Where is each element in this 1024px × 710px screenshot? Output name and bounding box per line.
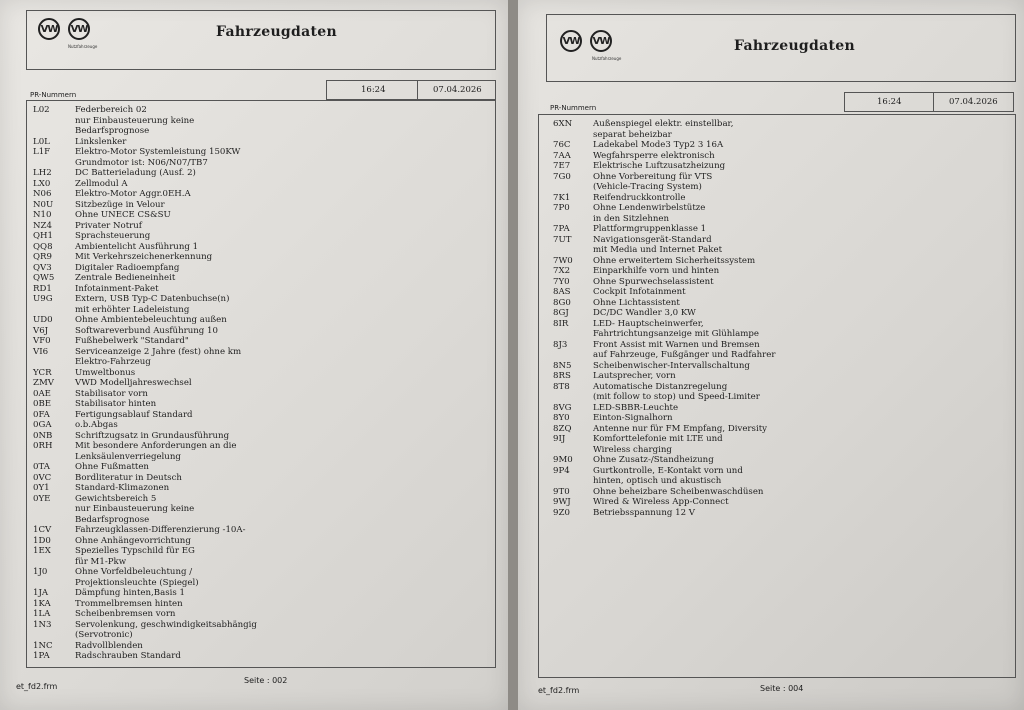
list-item bbox=[27, 599, 495, 610]
list-item bbox=[27, 557, 495, 568]
list-item bbox=[27, 137, 495, 148]
pr-code: 8N5 bbox=[553, 360, 572, 371]
pr-code: QR9 bbox=[33, 252, 52, 262]
pr-description: (mit follow to stop) und Speed-Limiter bbox=[593, 392, 760, 402]
pr-description: mit erhöhter Ladeleistung bbox=[75, 304, 190, 315]
list-item bbox=[27, 116, 495, 127]
list-item bbox=[539, 193, 1015, 204]
pr-description: Extern, USB Typ-C Datenbuchse(n) bbox=[75, 294, 230, 304]
pr-description: Ohne beheizbare Scheibenwaschdüsen bbox=[593, 486, 764, 497]
pr-code: L1F bbox=[33, 147, 51, 157]
pr-description: Scheibenwischer-Intervallschaltung bbox=[593, 360, 750, 371]
pr-code: 1LA bbox=[33, 609, 51, 619]
list-item bbox=[539, 350, 1015, 361]
pr-code: 0FA bbox=[33, 409, 50, 420]
pr-description: Federbereich 02 bbox=[75, 105, 147, 115]
pr-description: Wired & Wireless App-Connect bbox=[593, 497, 729, 507]
pr-description: Projektionsleuchte (Spiegel) bbox=[75, 577, 199, 588]
list-item bbox=[539, 508, 1015, 519]
footer-filename: et_fd2.frm bbox=[538, 686, 580, 695]
list-item bbox=[27, 431, 495, 442]
pr-description: Privater Notruf bbox=[75, 220, 142, 231]
list-item bbox=[539, 140, 1015, 151]
pr-code: LH2 bbox=[33, 168, 52, 178]
pr-description: Ohne Fußmatten bbox=[75, 462, 149, 472]
list-item bbox=[539, 392, 1015, 403]
pr-description: Bordliteratur in Deutsch bbox=[75, 472, 182, 483]
pr-code: 0BE bbox=[33, 399, 52, 409]
list-item bbox=[539, 487, 1015, 498]
pr-code: 1KA bbox=[33, 598, 51, 609]
pr-description: Wegfahrsperre elektronisch bbox=[593, 150, 715, 161]
list-item bbox=[539, 497, 1015, 508]
list-item bbox=[539, 434, 1015, 445]
list-item bbox=[539, 445, 1015, 456]
pr-code: 0GA bbox=[33, 420, 52, 430]
pr-code: 1PA bbox=[33, 651, 50, 661]
pr-description: Radvollblenden bbox=[75, 640, 143, 651]
list-item bbox=[27, 273, 495, 284]
pr-description: Sitzbezüge in Velour bbox=[75, 199, 165, 210]
pr-description: Lenksäulenverriegelung bbox=[75, 451, 181, 462]
pr-code: 8T8 bbox=[553, 381, 570, 392]
timestamp-box bbox=[326, 80, 496, 100]
pr-code: L0L bbox=[33, 136, 50, 147]
pr-description: Umweltbonus bbox=[75, 367, 136, 378]
list-item bbox=[27, 126, 495, 137]
list-item bbox=[27, 252, 495, 263]
list-item bbox=[27, 441, 495, 452]
pr-description: Stabilisator vorn bbox=[75, 388, 148, 399]
list-item bbox=[27, 399, 495, 410]
footer-filename: et_fd2.frm bbox=[16, 682, 58, 691]
pr-description: Stabilisator hinten bbox=[75, 399, 157, 409]
pr-description: Spezielles Typschild für EG bbox=[75, 546, 195, 556]
list-item bbox=[539, 424, 1015, 435]
pr-description: Fertigungsablauf Standard bbox=[75, 409, 193, 420]
pr-description: Zentrale Bedieneinheit bbox=[75, 273, 176, 283]
list-item bbox=[27, 242, 495, 253]
pr-description: Mit besondere Anforderungen an die bbox=[75, 441, 237, 451]
pr-code: L02 bbox=[33, 105, 50, 115]
page-title: Fahrzeugdaten bbox=[216, 24, 337, 40]
vw-logo-icon: VW bbox=[590, 30, 612, 52]
pr-number-list bbox=[539, 119, 1015, 518]
list-item bbox=[27, 567, 495, 578]
pr-description: Ohne Anhängevorrichtung bbox=[75, 535, 191, 546]
list-item bbox=[539, 224, 1015, 235]
list-item bbox=[27, 536, 495, 547]
pr-description: Gurtkontrolle, E-Kontakt vorn und bbox=[593, 465, 743, 476]
pr-description: Cockpit Infotainment bbox=[593, 287, 686, 297]
list-item bbox=[539, 151, 1015, 162]
pr-code: QV3 bbox=[33, 262, 52, 273]
list-item bbox=[539, 130, 1015, 141]
list-item bbox=[27, 347, 495, 358]
pr-code: 1JA bbox=[33, 588, 49, 598]
pr-code: 8IR bbox=[553, 318, 569, 329]
pr-code: 7X2 bbox=[553, 266, 571, 276]
list-item bbox=[27, 389, 495, 400]
list-item bbox=[27, 578, 495, 589]
list-item bbox=[539, 287, 1015, 298]
pr-description: Plattformgruppenklasse 1 bbox=[593, 224, 707, 234]
pr-code: 9P4 bbox=[553, 465, 570, 476]
list-item bbox=[539, 371, 1015, 382]
pr-code: 8G0 bbox=[553, 297, 571, 308]
pr-description: Automatische Distanzregelung bbox=[593, 381, 728, 392]
pr-description: für M1-Pkw bbox=[75, 556, 127, 567]
pr-description: Zellmodul A bbox=[75, 178, 128, 189]
list-item bbox=[539, 476, 1015, 487]
pr-code: 1NC bbox=[33, 640, 53, 651]
list-item bbox=[539, 235, 1015, 246]
list-item bbox=[27, 221, 495, 232]
document-page-right bbox=[518, 0, 1024, 710]
pr-description: separat beheizbar bbox=[593, 129, 672, 140]
list-item bbox=[539, 361, 1015, 372]
pr-code: 9WJ bbox=[553, 497, 571, 507]
list-item bbox=[539, 413, 1015, 424]
pr-description: Mit Verkehrszeichenerkennung bbox=[75, 252, 213, 262]
list-item bbox=[27, 294, 495, 305]
list-item bbox=[539, 256, 1015, 267]
pr-description: Einton-Signalhorn bbox=[593, 413, 673, 423]
list-item bbox=[27, 630, 495, 641]
pr-description: Ohne Ambientebeleuchtung außen bbox=[75, 315, 227, 325]
document-page-left bbox=[0, 0, 508, 710]
list-item bbox=[539, 161, 1015, 172]
pr-description: Digitaler Radioempfang bbox=[75, 262, 180, 273]
date-value: 07.04.2026 bbox=[433, 85, 482, 95]
pr-description: LED- Hauptscheinwerfer, bbox=[593, 318, 704, 329]
list-item bbox=[27, 336, 495, 347]
pr-description: Lautsprecher, vorn bbox=[593, 371, 676, 381]
pr-code: 0NB bbox=[33, 430, 53, 441]
pr-code: 1N3 bbox=[33, 619, 52, 630]
pr-description: Fußhebelwerk "Standard" bbox=[75, 336, 189, 346]
list-item bbox=[27, 284, 495, 295]
timestamp-divider bbox=[933, 93, 934, 111]
pr-description: in den Sitzlehnen bbox=[593, 213, 670, 224]
list-item bbox=[539, 319, 1015, 330]
logo-subtitle: Nutzfahrzeuge bbox=[68, 44, 98, 49]
pr-description: Elektro-Motor Aggr.0EH.A bbox=[75, 189, 191, 199]
pr-description: Bedarfsprognose bbox=[75, 514, 150, 525]
list-item bbox=[27, 368, 495, 379]
list-item bbox=[27, 231, 495, 242]
pr-description: Reifendruckkontrolle bbox=[593, 192, 686, 203]
pr-code: 7E7 bbox=[553, 161, 571, 171]
pr-code: 9T0 bbox=[553, 486, 570, 497]
vw-logo-icon: VW bbox=[560, 30, 582, 52]
list-item bbox=[27, 168, 495, 179]
pr-description: Fahrtrichtungsanzeige mit Glühlampe bbox=[593, 329, 759, 339]
pr-description: Schriftzugsatz in Grundausführung bbox=[75, 430, 230, 441]
pr-description: hinten, optisch und akustisch bbox=[593, 476, 722, 486]
pr-description: Fahrzeugklassen-Differenzierung -10A- bbox=[75, 525, 246, 535]
pr-description: Infotainment-Paket bbox=[75, 283, 159, 294]
pr-description: Standard-Klimazonen bbox=[75, 483, 170, 493]
timestamp-divider bbox=[417, 81, 418, 99]
pr-description: o.b.Abgas bbox=[75, 420, 118, 430]
pr-description: Wireless charging bbox=[593, 444, 672, 455]
pr-description: Front Assist mit Warnen und Bremsen bbox=[593, 339, 760, 350]
pr-code: VI6 bbox=[33, 346, 49, 357]
pr-code: QQ8 bbox=[33, 241, 53, 252]
list-item bbox=[27, 473, 495, 484]
list-item bbox=[27, 410, 495, 421]
pr-code: 0RH bbox=[33, 441, 53, 451]
pr-description: Navigationsgerät-Standard bbox=[593, 234, 712, 245]
pr-description: Linkslenker bbox=[75, 136, 127, 147]
list-item bbox=[27, 357, 495, 368]
list-item bbox=[539, 340, 1015, 351]
pr-code: 7PA bbox=[553, 224, 570, 234]
timestamp-box bbox=[844, 92, 1014, 112]
pr-code: 8VG bbox=[553, 402, 572, 413]
pr-description: nur Einbausteuerung keine bbox=[75, 504, 195, 514]
pr-code: N06 bbox=[33, 189, 52, 199]
pr-code: VF0 bbox=[33, 336, 51, 346]
list-item bbox=[539, 466, 1015, 477]
pr-code: N0U bbox=[33, 199, 54, 210]
pr-description: Antenne nur für FM Empfang, Diversity bbox=[593, 423, 768, 434]
pr-code: LX0 bbox=[33, 178, 51, 189]
list-item bbox=[27, 651, 495, 662]
pr-code: 1EX bbox=[33, 546, 51, 556]
pr-code: 9M0 bbox=[553, 455, 573, 465]
pr-code: 0VC bbox=[33, 472, 52, 483]
list-item bbox=[539, 203, 1015, 214]
header-box bbox=[26, 10, 496, 70]
pr-number-list-box bbox=[26, 100, 496, 668]
pr-description: Sprachsteuerung bbox=[75, 231, 151, 241]
list-item bbox=[27, 263, 495, 274]
pr-code: U9G bbox=[33, 294, 53, 304]
pr-code: 8AS bbox=[553, 287, 571, 297]
list-item bbox=[539, 455, 1015, 466]
logo-group bbox=[38, 18, 90, 40]
pr-code: 76C bbox=[553, 140, 571, 150]
list-item bbox=[27, 515, 495, 526]
list-item bbox=[27, 504, 495, 515]
list-item bbox=[539, 308, 1015, 319]
pr-code: QW5 bbox=[33, 273, 55, 283]
pr-description: auf Fahrzeuge, Fußgänger und Radfahrer bbox=[593, 350, 776, 360]
pr-code: 8GJ bbox=[553, 308, 569, 318]
pr-code: NZ4 bbox=[33, 220, 52, 231]
list-item bbox=[27, 420, 495, 431]
pr-description: DC/DC Wandler 3,0 KW bbox=[593, 308, 696, 318]
list-item bbox=[27, 525, 495, 536]
pr-description: Elektrische Luftzusatzheizung bbox=[593, 161, 726, 171]
pr-code: 6XN bbox=[553, 119, 573, 129]
list-item bbox=[27, 609, 495, 620]
list-item bbox=[539, 298, 1015, 309]
list-item bbox=[27, 305, 495, 316]
pr-description: Ohne UNECE CS&SU bbox=[75, 210, 171, 220]
page-gap bbox=[508, 0, 518, 710]
pr-code: RD1 bbox=[33, 283, 52, 294]
list-item bbox=[539, 266, 1015, 277]
pr-description: (Vehicle-Tracing System) bbox=[593, 182, 702, 192]
list-item bbox=[27, 588, 495, 599]
list-item bbox=[539, 214, 1015, 225]
list-item bbox=[539, 329, 1015, 340]
footer-page-number: Seite : 004 bbox=[760, 684, 804, 693]
pr-code: 0YE bbox=[33, 493, 51, 504]
section-label: PR-Nummern bbox=[550, 104, 597, 112]
list-item bbox=[539, 182, 1015, 193]
pr-description: Außenspiegel elektr. einstellbar, bbox=[593, 119, 734, 129]
list-item bbox=[27, 200, 495, 211]
pr-description: Betriebsspannung 12 V bbox=[593, 507, 695, 518]
pr-code: 0Y1 bbox=[33, 483, 50, 493]
pr-description: Komforttelefonie mit LTE und bbox=[593, 434, 723, 444]
pr-description: Scheibenbremsen vorn bbox=[75, 609, 176, 619]
pr-description: (Servotronic) bbox=[75, 630, 133, 640]
logo-subtitle: Nutzfahrzeuge bbox=[592, 56, 622, 61]
pr-code: 8RS bbox=[553, 371, 571, 381]
pr-description: Ohne Lendenwirbelstütze bbox=[593, 203, 706, 213]
list-item bbox=[27, 326, 495, 337]
pr-description: Ohne Vorbereitung für VTS bbox=[593, 171, 713, 182]
footer-page-number: Seite : 002 bbox=[244, 676, 288, 685]
pr-number-list bbox=[27, 105, 495, 662]
list-item bbox=[539, 403, 1015, 414]
list-item bbox=[27, 105, 495, 116]
pr-description: nur Einbausteuerung keine bbox=[75, 115, 195, 126]
list-item bbox=[539, 382, 1015, 393]
list-item bbox=[539, 277, 1015, 288]
page-title: Fahrzeugdaten bbox=[734, 38, 855, 54]
pr-description: Ohne Zusatz-/Standheizung bbox=[593, 455, 714, 465]
pr-description: Ohne erweitertem Sicherheitssystem bbox=[593, 255, 756, 266]
pr-description: Elektro-Motor Systemleistung 150KW bbox=[75, 147, 241, 157]
pr-description: Ambientelicht Ausführung 1 bbox=[75, 241, 199, 252]
pr-code: 1CV bbox=[33, 525, 52, 535]
pr-code: 7G0 bbox=[553, 171, 571, 182]
pr-code: N10 bbox=[33, 210, 52, 220]
vw-logo-icon: VW bbox=[68, 18, 90, 40]
list-item bbox=[539, 245, 1015, 256]
pr-code: 8Y0 bbox=[553, 413, 570, 423]
pr-description: Trommelbremsen hinten bbox=[75, 598, 183, 609]
list-item bbox=[27, 158, 495, 169]
pr-code: 9Z0 bbox=[553, 507, 570, 518]
list-item bbox=[27, 210, 495, 221]
vw-logo-icon: VW bbox=[38, 18, 60, 40]
pr-description: Servolenkung, geschwindigkeitsabhängig bbox=[75, 619, 257, 630]
pr-description: Elektro-Fahrzeug bbox=[75, 357, 151, 367]
pr-code: 7W0 bbox=[553, 255, 573, 266]
pr-code: 8ZQ bbox=[553, 423, 572, 434]
pr-description: VWD Modelljahreswechsel bbox=[75, 378, 192, 388]
pr-description: Ohne Lichtassistent bbox=[593, 297, 680, 308]
time-value: 16:24 bbox=[361, 85, 386, 95]
logo-group bbox=[560, 30, 612, 52]
time-value: 16:24 bbox=[877, 97, 902, 107]
pr-code: 7UT bbox=[553, 234, 572, 245]
list-item bbox=[27, 147, 495, 158]
list-item bbox=[27, 189, 495, 200]
pr-description: Radschrauben Standard bbox=[75, 651, 181, 661]
pr-description: Softwareverbund Ausführung 10 bbox=[75, 325, 218, 336]
pr-code: 1D0 bbox=[33, 535, 51, 546]
pr-code: 0AE bbox=[33, 388, 51, 399]
pr-description: Serviceanzeige 2 Jahre (fest) ohne km bbox=[75, 346, 242, 357]
date-value: 07.04.2026 bbox=[949, 97, 998, 107]
pr-code: 8J3 bbox=[553, 339, 568, 350]
list-item bbox=[27, 462, 495, 473]
pr-description: Einparkhilfe vorn und hinten bbox=[593, 266, 720, 276]
list-item bbox=[27, 641, 495, 652]
pr-description: Ohne Vorfeldbeleuchtung / bbox=[75, 567, 193, 577]
list-item bbox=[27, 378, 495, 389]
list-item bbox=[539, 172, 1015, 183]
pr-code: 0TA bbox=[33, 462, 50, 472]
list-item bbox=[27, 315, 495, 326]
pr-description: DC Batterieladung (Ausf. 2) bbox=[75, 168, 196, 178]
list-item bbox=[539, 119, 1015, 130]
pr-code: 7AA bbox=[553, 150, 571, 161]
pr-code: ZMV bbox=[33, 378, 54, 388]
pr-code: 7K1 bbox=[553, 192, 571, 203]
pr-code: V6J bbox=[33, 325, 49, 336]
pr-description: Ladekabel Mode3 Typ2 3 16A bbox=[593, 140, 724, 150]
pr-code: 7Y0 bbox=[553, 276, 570, 287]
pr-description: Bedarfsprognose bbox=[75, 126, 150, 136]
pr-number-list-box bbox=[538, 114, 1016, 678]
pr-code: 1J0 bbox=[33, 567, 48, 577]
list-item bbox=[27, 494, 495, 505]
list-item bbox=[27, 179, 495, 190]
pr-description: mit Media und Internet Paket bbox=[593, 245, 723, 255]
list-item bbox=[27, 452, 495, 463]
pr-code: YCR bbox=[33, 367, 52, 378]
pr-code: 9IJ bbox=[553, 434, 566, 444]
section-label: PR-Nummern bbox=[30, 91, 77, 99]
pr-description: Dämpfung hinten,Basis 1 bbox=[75, 588, 185, 598]
pr-description: Gewichtsbereich 5 bbox=[75, 493, 157, 504]
pr-code: UD0 bbox=[33, 315, 53, 325]
pr-code: 7P0 bbox=[553, 203, 570, 213]
pr-description: Ohne Spurwechselassistent bbox=[593, 276, 714, 287]
list-item bbox=[27, 620, 495, 631]
list-item bbox=[27, 483, 495, 494]
pr-description: Grundmotor ist: N06/N07/TB7 bbox=[75, 157, 208, 168]
pr-description: LED-SBBR-Leuchte bbox=[593, 402, 679, 413]
pr-code: QH1 bbox=[33, 231, 54, 241]
list-item bbox=[27, 546, 495, 557]
